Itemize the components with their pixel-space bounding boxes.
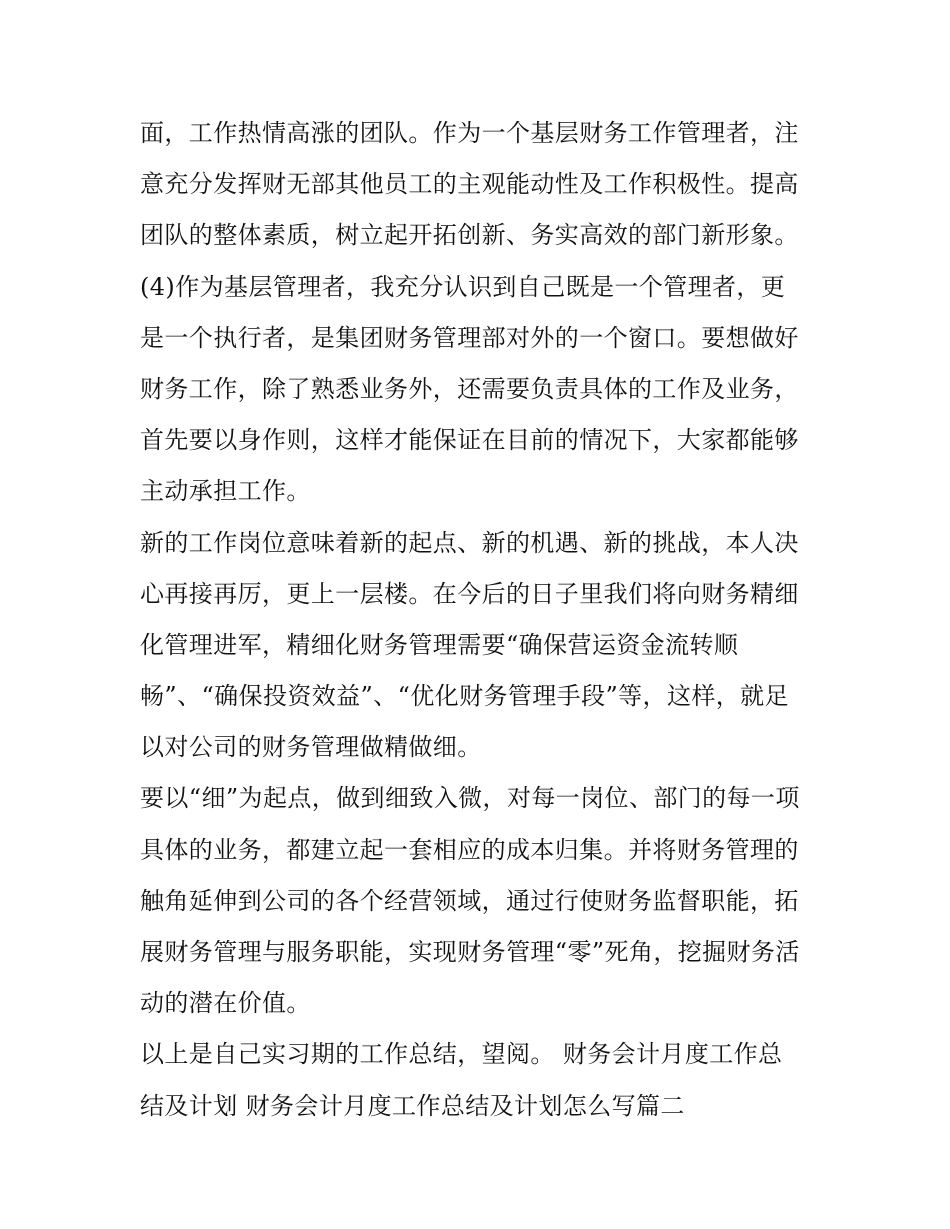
- text-line: 结及计划 财务会计月度工作总结及计划怎么写篇二: [140, 1091, 685, 1120]
- text-line: 首先要以身作则，这样才能保证在目前的情况下，大家都能够: [140, 426, 799, 455]
- text-line: 展财务管理与服务职能，实现财务管理“零”死角，挖掘财务活: [140, 938, 800, 966]
- text-line: 团队的整体素质，树立起开拓创新、务实高效的部门新形象。: [140, 221, 799, 250]
- text-line: 面，工作热情高涨的团队。作为一个基层财务工作管理者，注: [140, 119, 799, 147]
- text-line: 触角延伸到公司的各个经营领域，通过行使财务监督职能，拓: [140, 886, 799, 915]
- text-line: 要以“细”为起点，做到细致入微，对每一岗位、部门的每一项: [140, 784, 800, 813]
- text-line: (4)作为基层管理者，我充分认识到自己既是一个管理者，更: [140, 272, 786, 301]
- text-line: 以对公司的财务管理做精做细。: [140, 733, 482, 762]
- text-line: 新的工作岗位意味着新的起点、新的机遇、新的挑战，本人决: [140, 528, 799, 557]
- text-line: 主动承担工作。: [140, 477, 311, 506]
- text-line: 是一个执行者，是集团财务管理部对外的一个窗口。要想做好: [140, 323, 799, 352]
- text-line: 具体的业务，都建立起一套相应的成本归集。并将财务管理的: [140, 835, 799, 864]
- document-body: [140, 108, 820, 1132]
- text-line: 财务工作，除了熟悉业务外，还需要负责具体的工作及业务，: [140, 374, 799, 403]
- text-line: 意充分发挥财无部其他员工的主观能动性及工作积极性。提高: [140, 170, 799, 199]
- text-line: 以上是自己实习期的工作总结，望阅。 财务会计月度工作总: [140, 1040, 783, 1069]
- text-line: 动的潜在价值。: [140, 989, 311, 1018]
- text-line: 畅”、“确保投资效益”、“优化财务管理手段”等，这样，就足: [140, 682, 789, 711]
- text-line: 化管理进军，精细化财务管理需要“确保营运资金流转顺: [140, 630, 739, 659]
- text-line: 心再接再厉，更上一层楼。在今后的日子里我们将向财务精细: [140, 579, 799, 608]
